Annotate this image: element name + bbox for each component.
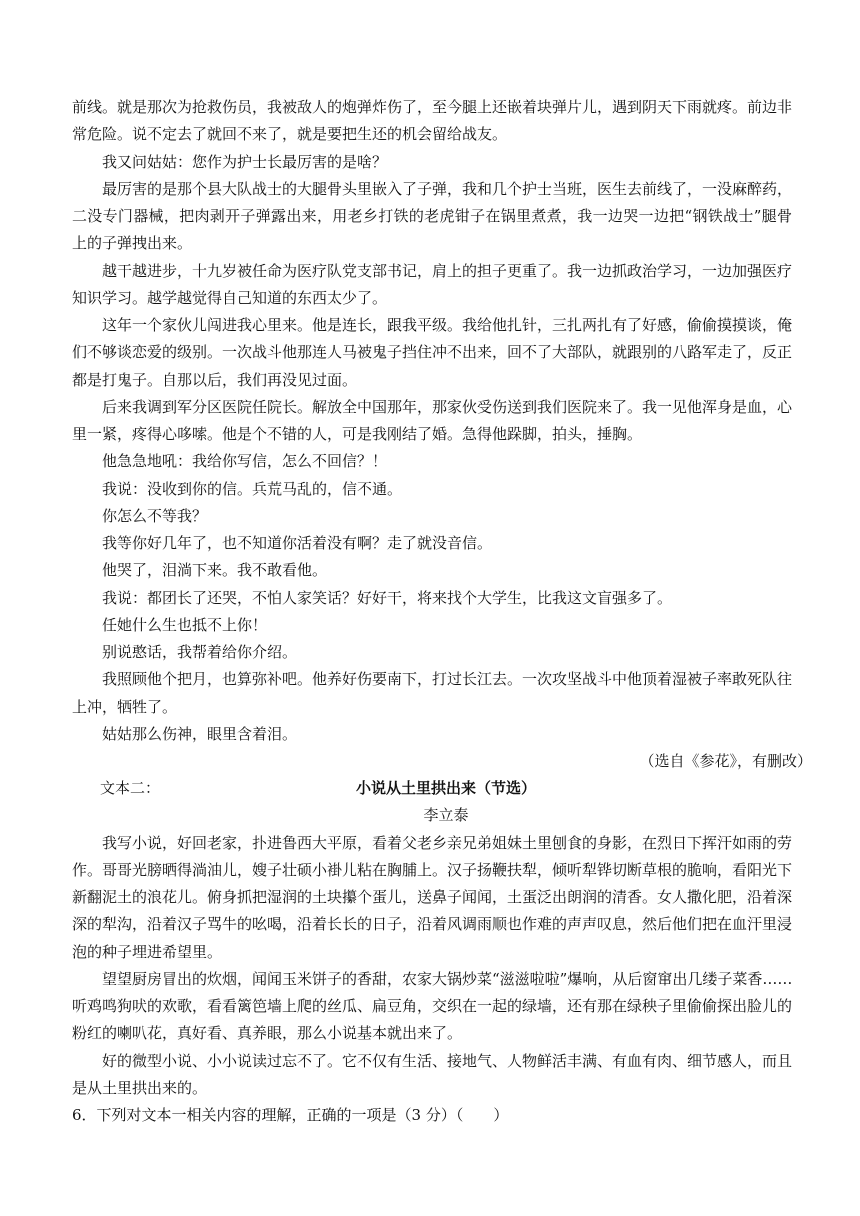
paragraph-line: 上的子弹拽出来。 <box>72 234 193 252</box>
paragraph-line: 你怎么不等我？ <box>102 507 208 525</box>
paragraph-line: 里一紧，疼得心哆嗦。他是个不错的人，可是我刚结了婚。急得他跺脚，拍头，捶胸。 <box>72 425 643 443</box>
question-6: 6．下列对文本一相关内容的理解，正确的一项是（3 分）（ ） <box>72 1106 509 1124</box>
paragraph-line: 前线。就是那次为抢救伤员，我被敌人的炮弹炸伤了，至今腿上还嵌着块弹片儿，遇到阴天下雨就疼。前边非 <box>72 98 793 116</box>
paragraph-line: 作。哥哥光膀晒得淌油儿，嫂子壮硕小褂儿粘在胸脯上。汉子扬鞭扶犁，倾听犁铧切断草根的脆响，看阳光下 <box>72 861 793 879</box>
paragraph-line: 深的犁沟，沿着汉子骂牛的吆喝，沿着长长的日子，沿着风调雨顺也作难的声声叹息，然后他们把在血汗里浸 <box>72 915 793 933</box>
paragraph-line: 我等你好几年了，也不知道你活着没有啊？走了就没音信。 <box>102 534 493 552</box>
paragraph-line: 我写小说，好回老家，扑进鲁西大平原，看着父老乡亲兄弟姐妹土里刨食的身影，在烈日下挥汗如雨的劳 <box>102 834 793 852</box>
paragraph-line: 是从土里拱出来的。 <box>72 1079 208 1097</box>
paragraph-line: 常危险。说不定去了就回不来了，就是要把生还的机会留给战友。 <box>72 125 508 143</box>
text2-author: 李立泰 <box>423 806 469 824</box>
paragraph-line: 好的微型小说、小小说读过忘不了。它不仅有生活、接地气、人物鲜活丰满、有血有肉、细节感人，而且 <box>102 1052 793 1070</box>
text2-title: 小说从土里拱出来（节选） <box>355 779 536 797</box>
source-note: （选自《参花》，有删改） <box>639 752 812 770</box>
paragraph-line: 这年一个家伙儿闯进我心里来。他是连长，跟我平级。我给他扎针，三扎两扎有了好感，偷偷摸摸谈，俺 <box>102 316 793 334</box>
paragraph-line: 他哭了，泪淌下来。我不敢看他。 <box>102 561 328 579</box>
paragraph-line: 们不够谈恋爱的级别。一次战斗他那连人马被鬼子挡住冲不出来，回不了大部队，就跟别的八路军走了，反正 <box>72 343 793 361</box>
paragraph-line: 上冲，牺牲了。 <box>72 698 178 716</box>
paragraph-line: 都是打鬼子。自那以后，我们再没见过面。 <box>72 371 358 389</box>
paragraph-line: 我又问姑姑：您作为护士长最厉害的是啥？ <box>102 153 388 171</box>
paragraph-line: 他急急地吼：我给你写信，怎么不回信？！ <box>102 452 388 470</box>
paragraph-line: 泡的种子埋进希望里。 <box>72 943 223 961</box>
paragraph-line: 最厉害的是那个县大队战士的大腿骨头里嵌入了子弹，我和几个护士当班，医生去前线了，一没麻醉药， <box>102 180 793 198</box>
paragraph-line: 越干越进步，十九岁被任命为医疗队党支部书记，肩上的担子更重了。我一边抓政治学习，一边加强医疗 <box>102 262 793 280</box>
paragraph-line: 我说：都团长了还哭，不怕人家笑话？好好干，将来找个大学生，比我这文盲强多了。 <box>102 589 673 607</box>
paragraph-line: 我照顾他个把月，也算弥补吧。他养好伤要南下，打过长江去。一次攻坚战斗中他顶着湿被子率敢死队往 <box>102 670 793 688</box>
paragraph-line: 望望厨房冒出的炊烟，闻闻玉米饼子的香甜，农家大锅炒菜“滋滋啦啦”爆响，从后窗窜出几缕子菜香…… <box>102 970 793 988</box>
text2-label: 文本二： <box>100 779 161 797</box>
paragraph-line: 二没专门器械，把肉剥开子弹露出来，用老乡打铁的老虎钳子在锅里煮煮，我一边哭一边把“钢铁战士”腿骨 <box>72 207 792 225</box>
paragraph-line: 姑姑那么伤神，眼里含着泪。 <box>102 725 298 743</box>
paragraph-line: 后来我调到军分区医院任院长。解放全中国那年，那家伙受伤送到我们医院来了。我一见他浑身是血，心 <box>102 398 793 416</box>
paragraph-line: 新翻泥土的浪花儿。俯身抓把湿润的土块攥个蛋儿，送鼻子闻闻，土蛋泛出朗润的清香。女人撒化肥，沿着深 <box>72 888 793 906</box>
paragraph-line: 知识学习。越学越觉得自己知道的东西太少了。 <box>72 289 388 307</box>
paragraph-line: 粉红的喇叭花，真好看、真养眼，那么小说基本就出来了。 <box>72 1024 463 1042</box>
paragraph-line: 我说：没收到你的信。兵荒马乱的，信不通。 <box>102 480 403 498</box>
paragraph-line: 听鸡鸣狗吠的欢歌，看看篱笆墙上爬的丝瓜、扁豆角，交织在一起的绿墙，还有那在绿秧子里偷偷探出脸儿的 <box>72 997 793 1015</box>
paragraph-line: 任她什么生也抵不上你！ <box>102 616 268 634</box>
paragraph-line: 别说憨话，我帮着给你介绍。 <box>102 643 298 661</box>
